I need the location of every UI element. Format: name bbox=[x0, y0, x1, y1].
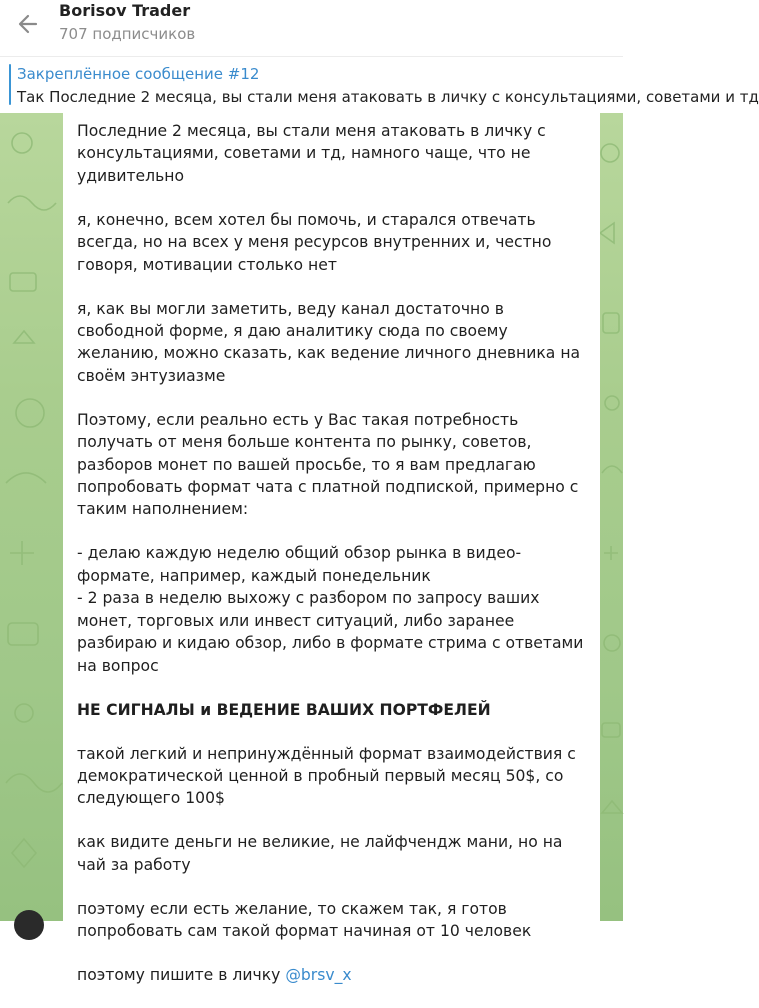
message-text bbox=[77, 120, 592, 1008]
pinned-preview: Так Последние 2 месяца, вы стали меня атаковать в личку с консультациями, советами и тд bbox=[17, 88, 759, 106]
message-paragraph: Поэтому, если реально есть у Вас такая потребность получать от меня больше контента по рынку, советов, разборов монет по вашей просьбе, то я вам предлагаю попробовать формат чата с платной подпиской, примерно с таким наполнением: bbox=[77, 410, 579, 519]
chat-header bbox=[0, 0, 623, 52]
subscriber-count: 707 подписчиков bbox=[59, 25, 196, 43]
list-item: - 2 раза в неделю выхожу с разбором по запросу ваших монет, торговых или инвест ситуаций, либо заранее разбираю и кидаю обзор, либо в формате стрима с ответами на вопрос bbox=[77, 589, 584, 675]
list-item: - делаю каждую неделю общий обзор рынка в видео-формате, например, каждый понедельник bbox=[77, 544, 522, 585]
message-paragraph bbox=[77, 964, 592, 986]
message-paragraph: я, конечно, всем хотел бы помочь, и старался отвечать всегда, но на всех у меня ресурсов внутренних и, честно говоря, мотивации столько нет bbox=[77, 210, 552, 274]
scroll-down-button[interactable] bbox=[14, 910, 44, 940]
message-paragraph: поэтому если есть желание, то скажем так, я готов попробовать сам такой формат начиная от 10 человек bbox=[77, 899, 532, 941]
contact-text: поэтому пишите в личку bbox=[77, 966, 286, 985]
message-bold-heading: НЕ СИГНАЛЫ и ВЕДЕНИЕ ВАШИХ ПОРТФЕЛЕЙ bbox=[77, 700, 491, 719]
channel-title[interactable]: Borisov Trader bbox=[59, 1, 191, 20]
pinned-message-bar[interactable] bbox=[0, 56, 759, 112]
message-paragraph: я, как вы могли заметить, веду канал достаточно в свободной форме, я даю аналитику сюда по своему желанию, можно сказать, как ведение личного дневника на своём энтузиазме bbox=[77, 299, 581, 385]
username-link[interactable]: @brsv_x bbox=[285, 966, 352, 985]
pinned-indicator bbox=[9, 64, 11, 105]
message-paragraph: Последние 2 месяца, вы стали меня атаковать в личку с консультациями, советами и тд, намного чаще, что не удивительно bbox=[77, 122, 546, 185]
back-arrow-icon[interactable] bbox=[14, 10, 42, 38]
message-paragraph: как видите деньги не великие, не лайфчендж мани, но на чай за работу bbox=[77, 833, 563, 874]
message-paragraph: такой легкий и непринуждённый формат взаимодействия с демократической ценной в пробный первый месяц 50$, со следующего 100$ bbox=[77, 744, 576, 808]
message-list bbox=[77, 542, 592, 676]
pinned-title: Закреплённое сообщение #12 bbox=[17, 65, 260, 83]
